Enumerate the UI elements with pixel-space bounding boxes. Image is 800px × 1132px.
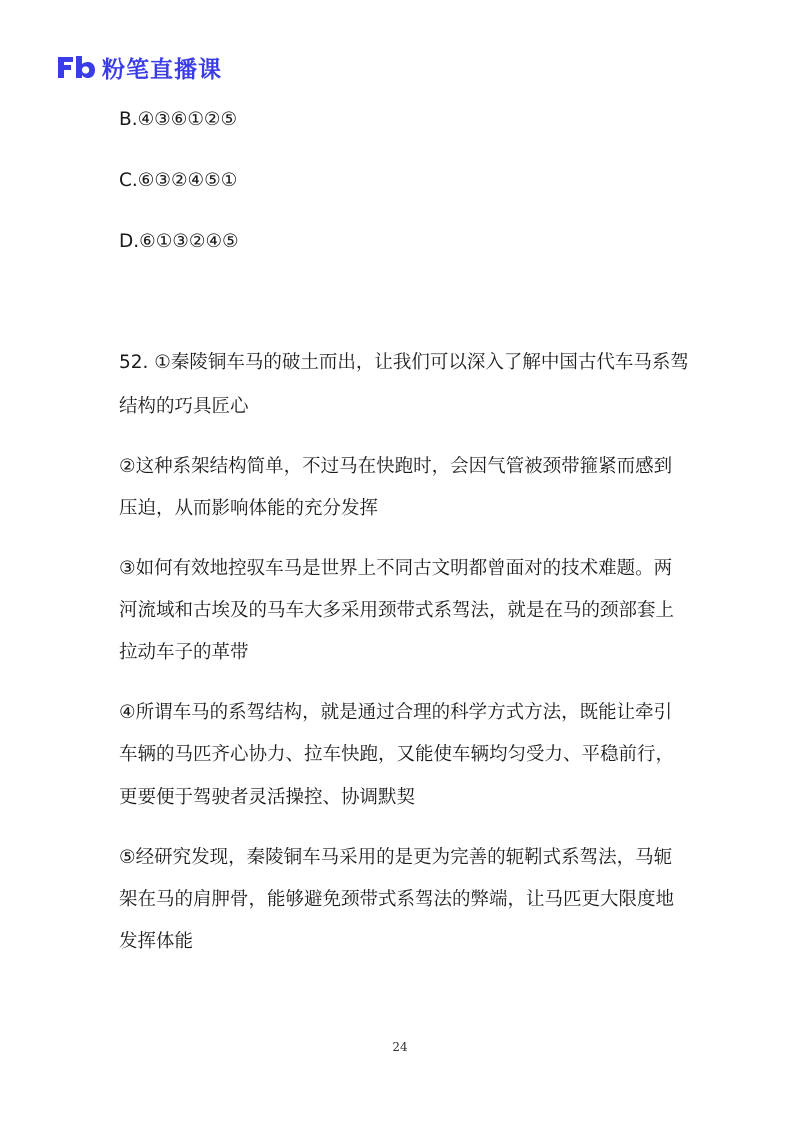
fenbi-fb-logo-icon (56, 54, 96, 80)
question-line: ③如何有效地控驭车马是世界上不同古文明都曾面对的技术难题。两 (119, 558, 673, 579)
page-header (56, 52, 222, 82)
question-line: 河流域和古埃及的马车大多采用颈带式系驾法，就是在马的颈部套上 (119, 600, 675, 621)
question-line: 52. ①秦陵铜车马的破土而出，让我们可以深入了解中国古代车马系驾 (119, 352, 689, 373)
question-line: 拉动车子的革带 (119, 642, 249, 663)
page-number: 24 (392, 1040, 408, 1054)
brand-name: 粉笔直播课 (102, 56, 222, 83)
option-c: C.⑥③②④⑤① (119, 170, 238, 191)
question-line: 发挥体能 (119, 931, 194, 952)
question-line: ④所谓车马的系驾结构，就是通过合理的科学方式方法，既能让牵引 (119, 702, 673, 723)
question-line: 车辆的马匹齐心协力、拉车快跑，又能使车辆均匀受力、平稳前行， (119, 744, 675, 765)
question-line: 架在马的肩胛骨，能够避免颈带式系驾法的弊端，让马匹更大限度地 (119, 889, 675, 910)
option-b: B.④③⑥①②⑤ (119, 109, 238, 130)
question-line: 结构的巧具匠心 (119, 396, 249, 417)
question-line: ②这种系架结构简单，不过马在快跑时，会因气管被颈带箍紧而感到 (119, 456, 673, 477)
option-d: D.⑥①③②④⑤ (119, 231, 239, 252)
question-line: 更要便于驾驶者灵活操控、协调默契 (119, 787, 416, 808)
question-line: 压迫，从而影响体能的充分发挥 (119, 498, 379, 519)
question-line: ⑤经研究发现，秦陵铜车马采用的是更为完善的轭靷式系驾法，马轭 (119, 847, 673, 868)
